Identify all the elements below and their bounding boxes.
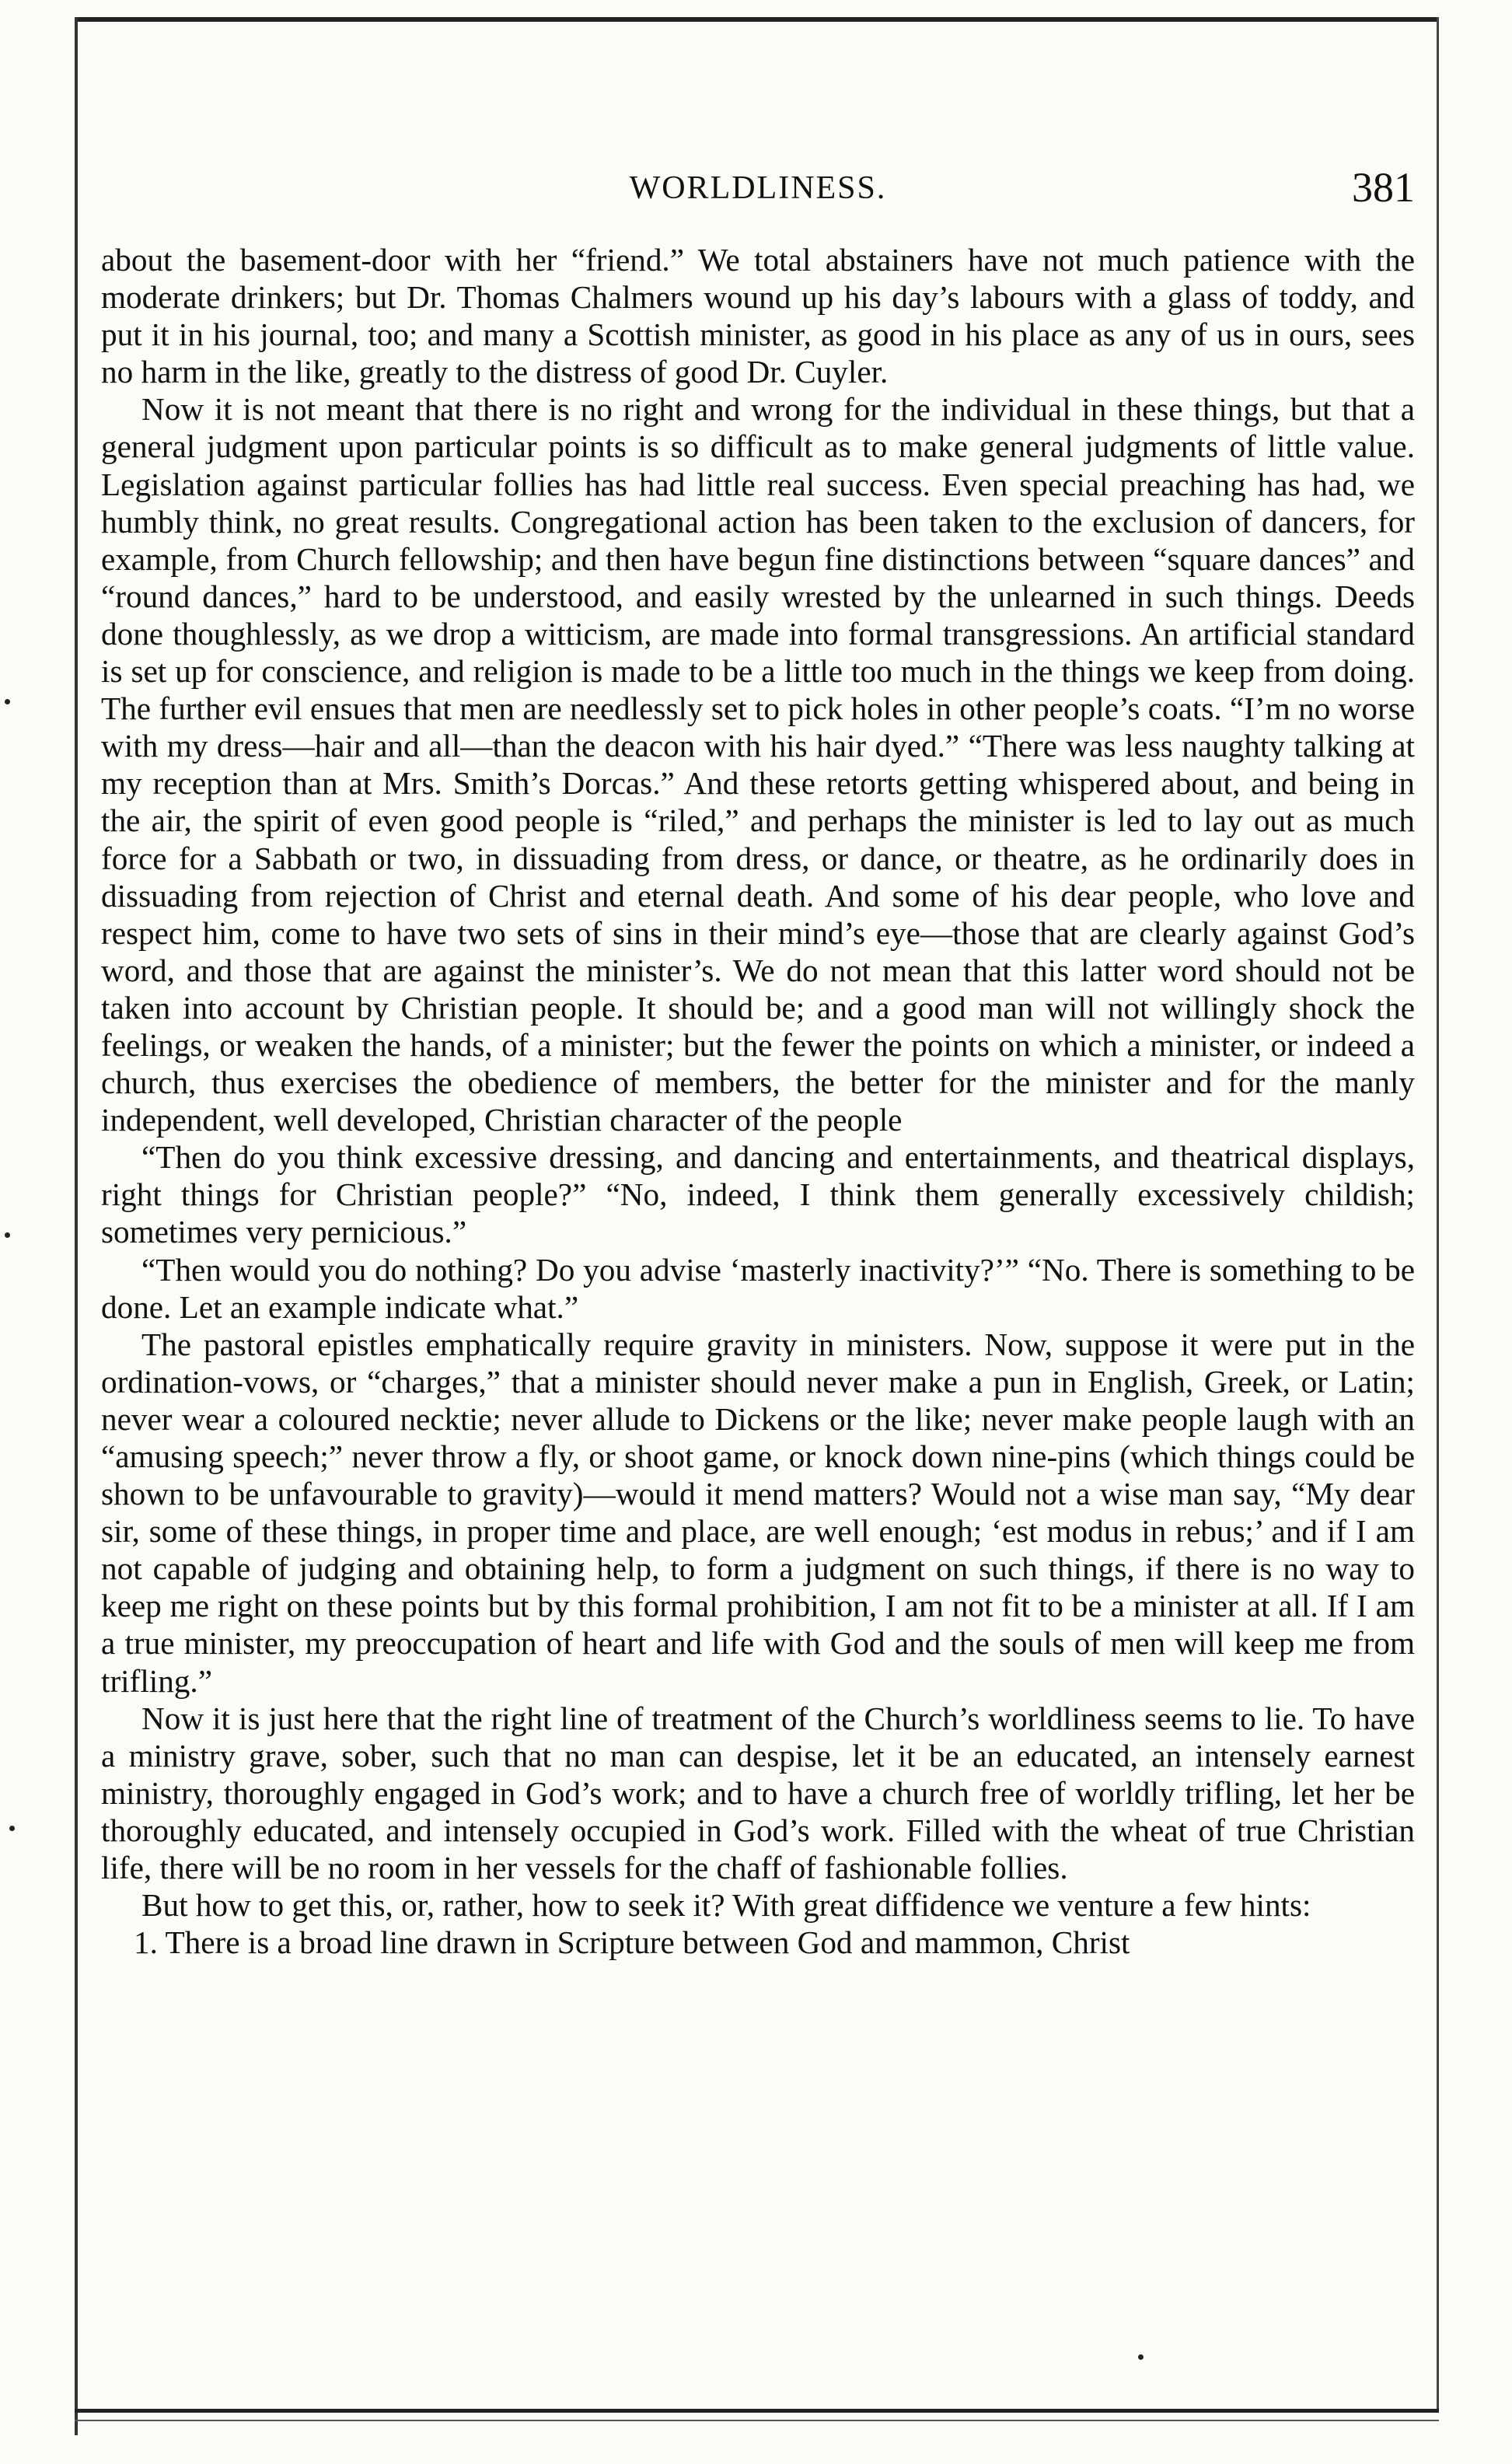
page-border-left xyxy=(75,17,78,2435)
page-border-top xyxy=(75,17,1439,22)
page-border-right xyxy=(1437,17,1439,2412)
margin-mark xyxy=(5,1232,10,1238)
paragraph: Now it is just here that the right line of treatment of the Church’s worldliness seems to lie. To have a ministry grave, sober, such that no man can despise, let it be an educated, an intensely earnest ministry, thoroughly engaged in God’s work; and to have a church free of worldly trifling, let her be thoroughly educated, and intensely occupied in God’s work. Filled with the wheat of true Christian life, there will be no room in her vessels for the chaff of fashionable follies. xyxy=(101,1700,1415,1886)
page-number: 381 xyxy=(1352,164,1415,211)
paragraph: “Then would you do nothing? Do you advise ‘masterly inactivity?’” “No. There is something to be done. Let an example indicate what.” xyxy=(101,1251,1415,1325)
paragraph: “Then do you think excessive dressing, and dancing and entertainments, and theatrical displays, right things for Christian people?” “No, indeed, I think them generally excessively childish; sometimes very pernicious.” xyxy=(101,1139,1415,1250)
page-border-bottom-rule xyxy=(75,2420,1439,2421)
paragraph: But how to get this, or, rather, how to seek it? With great diffidence we venture a few hints: xyxy=(141,1887,1311,1924)
running-title: WORLDLINESS. xyxy=(629,170,887,206)
page-header xyxy=(101,164,1415,216)
margin-mark xyxy=(5,699,10,704)
numbered-hint: 1. There is a broad line drawn in Scripture between God and mammon, Christ xyxy=(134,1924,1130,1961)
margin-mark xyxy=(9,1826,15,1831)
paragraph-continuation: about the basement-door with her “friend.” We total abstainers have not much patience with the moderate drinkers; but Dr. Thomas Chalmers wound up his day’s labours with a glass of toddy, and put it in his journal, too; and many a Scottish minister, as good in his place as any of us in ours, sees no harm in the like, greatly to the distress of good Dr. Cuyler. xyxy=(101,242,1415,390)
page-border-bottom xyxy=(75,2409,1439,2413)
paragraph: The pastoral epistles emphatically require gravity in ministers. Now, suppose it were put in the ordination-vows, or “charges,” that a minister should never make a pun in English, Greek, or Latin; never wear a coloured necktie; never allude to Dickens or the like; never make people laugh with an “amusing speech;” never throw a fly, or shoot game, or knock down nine-pins (which things could be shown to be unfavourable to gravity)—would it mend matters? Would not a wise man say, “My dear sir, some of these things, in proper time and place, are well enough; ‘est modus in rebus;’ and if I am not capable of judging and obtaining help, to form a judgment on such things, if there is no way to keep me right on these points but by this formal prohibition, I am not fit to be a minister at all. If I am a true minister, my preoccupation of heart and life with God and the souls of men will keep me from trifling.” xyxy=(101,1326,1415,1699)
margin-mark xyxy=(1138,2354,1144,2360)
paragraph: Now it is not meant that there is no right and wrong for the individual in these things, but that a general judgment upon particular points is so difficult as to make general judgments of little value. Legislation against particular follies has had little real success. Even special preaching has had, we humbly think, no great results. Congregational action has been taken to the exclusion of dancers, for example, from Church fellowship; and then have begun fine distinctions between “square dances” and “round dances,” hard to be understood, and easily wrested by the unlearned in such things. Deeds done thoughlessly, as we drop a witticism, are made into formal transgressions. An artificial standard is set up for conscience, and religion is made to be a little too much in the things we keep from doing. The further evil ensues that men are needlessly set to pick holes in other people’s coats. “I’m no worse with my dress—hair and all—than the deacon with his hair dyed.” “There was less naughty talking at my reception than at Mrs. Smith’s Dorcas.” And these retorts getting whispered about, and being in the air, the spirit of even good people is “riled,” and perhaps the minister is led to lay out as much force for a Sabbath or two, in dissuading from dress, or dance, or theatre, as he ordinarily does in dissuading from rejection of Christ and eternal death. And some of his dear people, who love and respect him, come to have two sets of sins in their mind’s eye—those that are clearly against God’s word, and those that are against the minister’s. We do not mean that this latter word should not be taken into account by Christian people. It should be; and a good man will not willingly shock the feelings, or weaken the hands, of a minister; but the fewer the points on which a minister, or indeed a church, thus exercises the obedience of members, the better for the minister and for the manly independent, well developed, Christian character of the people xyxy=(101,391,1415,1138)
page-body xyxy=(101,241,1415,1961)
